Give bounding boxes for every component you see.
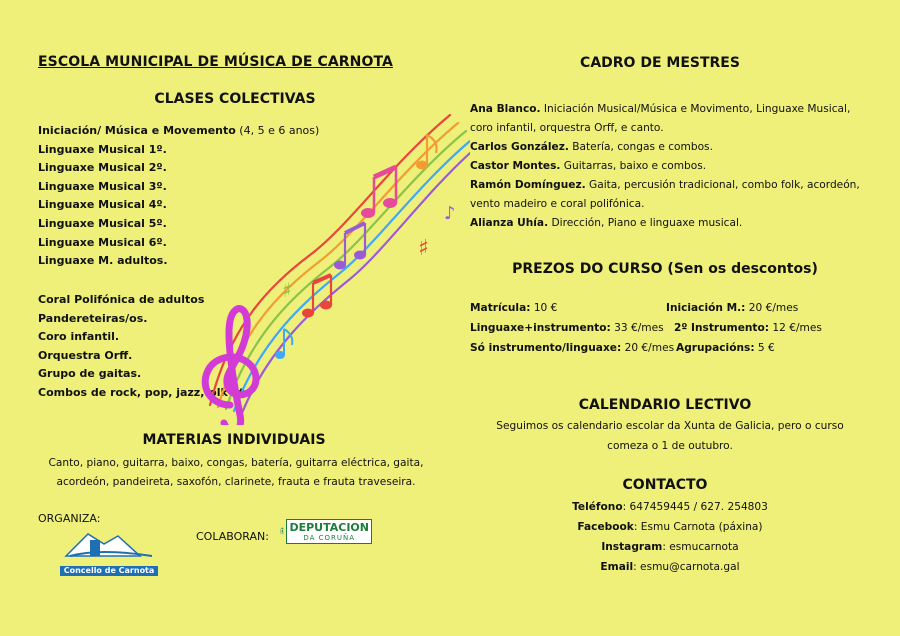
calendario-heading: CALENDARIO LECTIVO [578, 397, 752, 413]
list-item: Coro infantil. [38, 330, 120, 344]
music-note-icon [361, 167, 397, 218]
contact-facebook: Facebook: Esmu Carnota (páxina) [577, 521, 763, 533]
deputacion-label: DEPUTACION [289, 520, 369, 534]
list-item: Linguaxe M. adultos. [38, 254, 168, 268]
contact-instagram: Instagram: esmucarnota [601, 541, 739, 553]
individuais-heading: MATERIAS INDIVIDUAIS [142, 432, 326, 448]
list-item: Carlos González. Batería, congas e combos. [470, 141, 713, 153]
organiza-label: ORGANIZA: [38, 512, 101, 525]
list-item: Grupo de gaitas. [38, 367, 142, 381]
list-item: coro infantil, orquestra Orff, e canto. [470, 122, 664, 134]
staff-line [226, 131, 466, 409]
prezos-heading: PREZOS DO CURSO (Sen os descontos) [512, 261, 818, 277]
individuais-text: Canto, piano, guitarra, baixo, congas, batería, guitarra eléctrica, gaita, acordeón, pandeireta, saxofón, clarinete, frauta e frauta traveseira. [48, 457, 424, 488]
contact-email: Email: esmu@carnota.gal [600, 561, 740, 573]
contacto-heading: CONTACTO [622, 477, 708, 493]
list-item: Ramón Domínguez. Gaita, percusión tradicional, combo folk, acordeón, [470, 179, 860, 191]
contacto-list [470, 497, 870, 577]
list-item: Ana Blanco. Iniciación Musical/Música e Movimento, Linguaxe Musical, [470, 103, 851, 115]
music-notes-illustration [190, 105, 470, 425]
deputacion-coruna-logo [280, 510, 372, 552]
contact-phone: Teléfono: 647459445 / 627. 254803 [572, 501, 768, 513]
music-note-icon [302, 275, 332, 318]
colectivas-heading: CLASES COLECTIVAS [154, 91, 316, 107]
list-item: Coral Polifónica de adultos [38, 293, 205, 306]
school-title: ESCOLA MUNICIPAL DE MÚSICA DE CARNOTA [38, 54, 393, 70]
sharp-icon: ♯ [418, 236, 429, 261]
colaboran-label: COLABORAN: [196, 530, 269, 543]
list-item: Pandereteiras/os. [38, 311, 148, 325]
mestres-list [470, 100, 860, 233]
list-item: Linguaxe Musical 4º. [38, 198, 167, 212]
music-note-icon [416, 135, 437, 170]
coat-of-arms-icon [280, 511, 284, 551]
list-item: Combos de rock, pop, jazz,folk etc [38, 385, 251, 399]
list-item: Castor Montes. Guitarras, baixo e combos. [470, 160, 707, 172]
list-item: Linguaxe Musical 2º. [38, 161, 167, 175]
list-item: Linguaxe Musical 1º. [38, 142, 167, 156]
music-note-icon: ♪ [444, 203, 456, 224]
treble-clef-icon [205, 309, 256, 425]
concello-carnota-logo [60, 526, 158, 575]
concello-carnota-label: Concello de Carnota [60, 566, 158, 576]
list-item: Linguaxe Musical 3º. [38, 179, 167, 193]
coruna-label: DA CORUÑA [303, 533, 356, 542]
list-item: Orquestra Orff. [38, 348, 133, 362]
mestres-heading: CADRO DE MESTRES [580, 55, 740, 71]
list-item: Alianza Uhía. Dirección, Piano e linguaxe musical. [470, 217, 743, 229]
list-item: Iniciación/ Música e Movemento (4, 5 e 6 anos) [38, 124, 320, 137]
sharp-icon: ♯ [282, 278, 292, 302]
calendario-text: Seguimos os calendario escolar da Xunta de Galicia, pero o curso comeza o 1 de outubro. [496, 420, 844, 452]
list-item: vento madeiro e coral polifónica. [470, 198, 645, 210]
list-item: Linguaxe Musical 5º. [38, 216, 167, 230]
list-item: Linguaxe Musical 6º. [38, 235, 167, 249]
